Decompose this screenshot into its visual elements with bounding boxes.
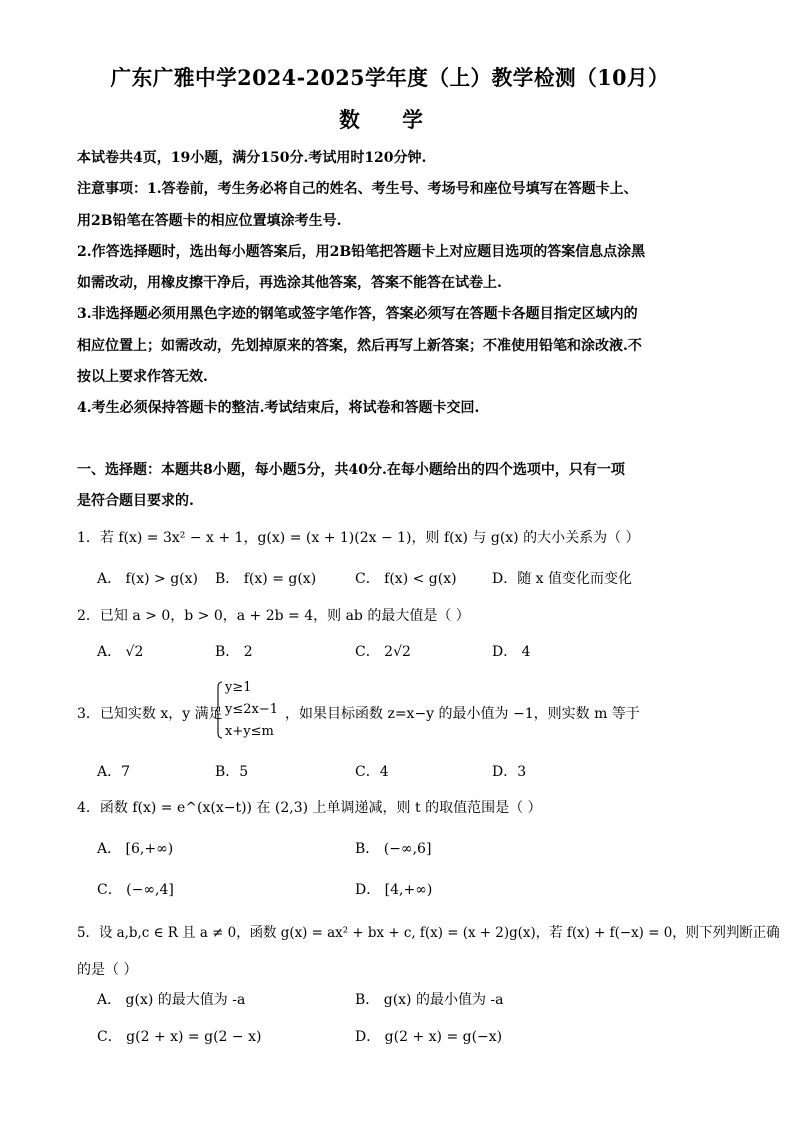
q1-option-a: A． f(x) > g(x) — [97, 571, 198, 587]
notice-2a: 2.作答选择题时，选出每小题答案后，用2B铅笔把答题卡上对应题目选项的答案信息点涂黑 — [77, 244, 646, 260]
q2-option-b: B． 2 — [215, 644, 253, 660]
notice-3b: 相应位置上；如需改动，先划掉原来的答案，然后再写上新答案；不准使用铅笔和涂改液.不 — [77, 338, 642, 354]
q5-stem: 5．设 a,b,c ∈ R 且 a ≠ 0，函数 g(x) = ax² + bx + c, f(x) = (x + 2)g(x)，若 f(x) + f(−x) = 0，则下列判断正确 — [77, 925, 780, 941]
notice-4: 4.考生必须保持答题卡的整洁.考试结束后，将试卷和答题卡交回. — [77, 400, 480, 416]
q4-option-a: A． [6,+∞) — [97, 841, 174, 857]
q1-option-d: D．随 x 值变化而变化 — [492, 571, 633, 587]
q3-system-line-2: y≤2x−1 — [225, 702, 279, 717]
notice-1a: 注意事项：1.答卷前，考生务必将自己的姓名、考生号、考场号和座位号填写在答题卡上、 — [77, 181, 638, 197]
q3-system-line-3: x+y≤m — [225, 724, 274, 739]
q5-stem-continued: 的是（ ） — [77, 962, 138, 978]
q5-option-c: C． g(2 + x) = g(2 − x) — [97, 1029, 262, 1045]
q3-option-a: A．7 — [97, 764, 131, 780]
notice-3a: 3.非选择题必须用黑色字迹的钢笔或签字笔作答，答案必须写在答题卡各题目指定区域内的 — [77, 306, 638, 322]
q5-option-d: D． g(2 + x) = g(−x) — [355, 1029, 503, 1045]
q5-option-a: A． g(x) 的最大值为 -a — [97, 992, 246, 1008]
brace-icon — [215, 681, 223, 739]
q1-stem: 1．若 f(x) = 3x² − x + 1，g(x) = (x + 1)(2x − 1)，则 f(x) 与 g(x) 的大小关系为（ ） — [77, 530, 640, 546]
intro-line: 本试卷共4页，19小题，满分150分.考试用时120分钟. — [77, 150, 427, 166]
q1-option-c: C． f(x) < g(x) — [355, 571, 457, 587]
q4-option-c: C． (−∞,4] — [97, 882, 174, 898]
section-heading-1: 一、选择题：本题共8小题，每小题5分，共40分.在每小题给出的四个选项中，只有一项 — [77, 462, 625, 478]
q3-stem-prefix: 3．已知实数 x，y 满足 — [77, 706, 223, 722]
q2-option-a: A． √2 — [97, 644, 144, 660]
q3-system-line-1: y≥1 — [225, 680, 252, 695]
q2-stem: 2．已知 a > 0，b > 0，a + 2b = 4，则 ab 的最大值是（ ） — [77, 608, 470, 624]
q5-option-b: B． g(x) 的最小值为 -a — [355, 992, 504, 1008]
q3-option-b: B．5 — [215, 764, 249, 780]
q3-option-d: D．3 — [492, 764, 527, 780]
q3-stem-suffix: ，如果目标函数 z=x−y 的最小值为 −1，则实数 m 等于 — [285, 706, 640, 722]
notice-3c: 按以上要求作答无效. — [77, 369, 208, 385]
page-title: 广东广雅中学2024-2025学年度（上）教学检测（10月） — [110, 65, 670, 90]
q4-stem: 4．函数 f(x) = e^(x(x−t)) 在 (2,3) 上单调递减，则 t 的取值范围是（ ） — [77, 800, 542, 816]
q1-option-b: B． f(x) = g(x) — [215, 571, 317, 587]
section-heading-2: 是符合题目要求的. — [77, 493, 194, 509]
q3-option-c: C．4 — [355, 764, 389, 780]
q2-option-d: D． 4 — [492, 644, 531, 660]
q2-option-c: C． 2√2 — [355, 644, 411, 660]
notice-2b: 如需改动，用橡皮擦干净后，再选涂其他答案，答案不能答在试卷上. — [77, 275, 502, 291]
q4-option-b: B． (−∞,6] — [355, 841, 432, 857]
q4-option-d: D． [4,+∞) — [355, 882, 433, 898]
subject-title: 数 学 — [339, 107, 441, 132]
notice-1b: 用2B铅笔在答题卡的相应位置填涂考生号. — [77, 213, 342, 229]
